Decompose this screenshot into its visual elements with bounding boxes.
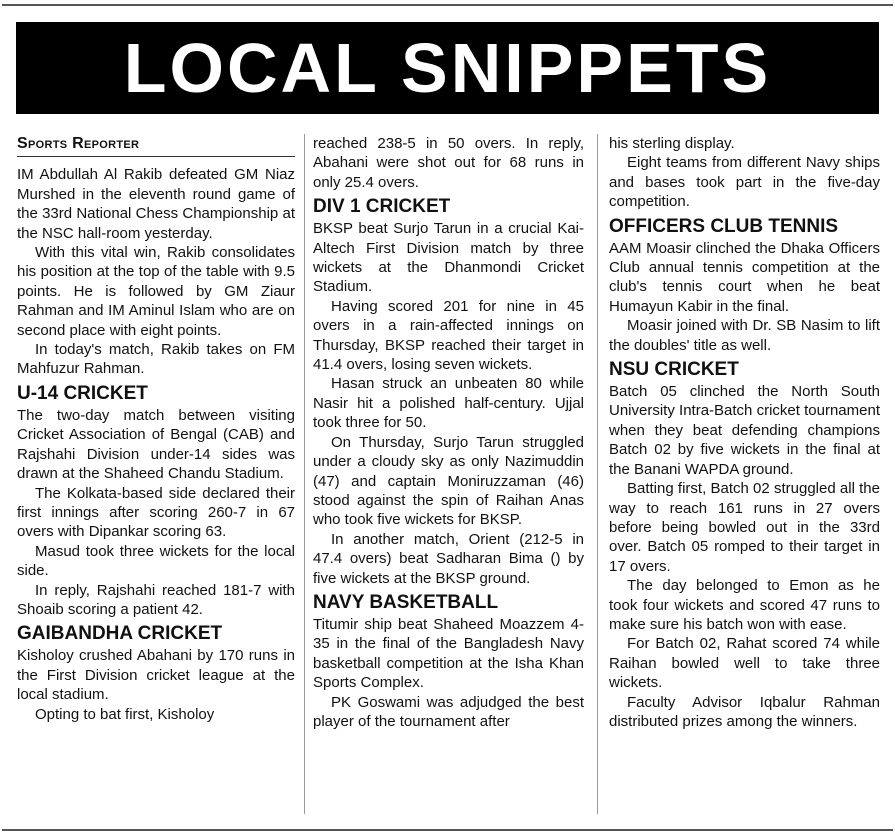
section-heading-officers-club-tennis: OFFICERS CLUB TENNIS [609, 215, 839, 237]
byline: Sports Reporter [17, 134, 295, 157]
paragraph: Titumir ship beat Shaheed Moazzem 4-35 in the final of the Bangladesh Navy basketball competition at the Isha Khan Sports Complex. [313, 615, 584, 692]
paragraph: In today's match, Rakib takes on FM Mahfuzur Rahman. [17, 341, 295, 378]
paragraph: BKSP beat Surjo Tarun in a crucial Kai-Altech First Division match by three wickets at the Dhanmondi Cricket Stadium. [313, 220, 584, 296]
section-heading-gaibandha-cricket: GAIBANDHA CRICKET [17, 623, 223, 645]
column-3 [609, 134, 880, 814]
paragraph: On Thursday, Surjo Tarun struggled under a cloudy sky as only Nazimuddin (47) and captain Moniruzzaman (46) stood against the spin of Raihan Anas who took five wickets for BKSP. [313, 433, 584, 529]
column-divider-1 [304, 134, 305, 814]
paragraph: The Kolkata-based side declared their first innings after scoring 260-7 in 67 overs with Dipankar scoring 63. [17, 484, 295, 541]
paragraph: Batch 05 clinched the North South University Intra-Batch cricket tournament when they beat defending champions Batch 02 by five wickets in the final at the Banani WAPDA ground. [609, 383, 880, 478]
paragraph: Kisholoy crushed Abahani by 170 runs in the First Division cricket league at the local stadium. [17, 647, 295, 704]
paragraph: The day belonged to Emon as he took four wickets and scored 47 runs to make sure his batch won with ease. [609, 577, 880, 633]
paragraph: PK Goswami was adjudged the best player of the tournament after [313, 693, 584, 730]
paragraph: Batting first, Batch 02 struggled all the way to reach 161 runs in 27 overs before being bowled out in the 33rd over. Batch 05 romped to their target in 17 overs. [609, 480, 880, 575]
section-heading-div1-cricket: DIV 1 CRICKET [313, 196, 451, 218]
column-1 [17, 134, 295, 814]
paragraph: Masud took three wickets for the local side. [17, 542, 295, 580]
paragraph: Faculty Advisor Iqbalur Rahman distributed prizes among the winners. [609, 693, 880, 730]
section-heading-nsu-cricket: NSU CRICKET [609, 359, 739, 381]
paragraph: In reply, Rajshahi reached 181-7 with Shoaib scoring a patient 42. [17, 581, 295, 618]
paragraph: With this vital win, Rakib consolidates his position at the top of the table with 9.5 points. He is followed by GM Ziaur Rahman and IM Aminul Islam who are on second place with eight points. [17, 244, 295, 339]
masthead-banner [16, 22, 879, 114]
paragraph: Moasir joined with Dr. SB Nasim to lift the doubles' title as well. [609, 317, 880, 354]
page-title: LOCAL SNIPPETS [123, 29, 772, 107]
paragraph: For Batch 02, Rahat scored 74 while Raihan bowled well to take three wickets. [609, 635, 880, 692]
paragraph: Hasan struck an unbeaten 80 while Nasir hit a polished half-century. Ujjal took three for 50. [313, 375, 584, 432]
paragraph: his sterling display. [609, 135, 735, 152]
column-divider-2 [597, 134, 598, 814]
section-heading-navy-basketball: NAVY BASKETBALL [313, 591, 499, 613]
section-heading-u14-cricket: U-14 CRICKET [17, 382, 148, 404]
paragraph: Opting to bat first, Kisholoy [35, 705, 215, 723]
paragraph: The two-day match between visiting Cricket Association of Bengal (CAB) and Rajshahi Division under-14 sides was drawn at the Shaheed Chandu Stadium. [17, 406, 295, 483]
top-rule [2, 4, 893, 6]
bottom-rule [2, 829, 893, 831]
column-2 [313, 134, 584, 814]
paragraph: Having scored 201 for nine in 45 overs in a rain-affected innings on Thursday, BKSP reached their target in 41.4 overs, losing seven wickets. [313, 297, 584, 374]
paragraph: reached 238-5 in 50 overs. In reply, Abahani were shot out for 68 runs in only 25.4 overs. [313, 135, 584, 191]
paragraph: IM Abdullah Al Rakib defeated GM Niaz Murshed in the eleventh round game of the 33rd National Chess Championship at the NSC hall-room yesterday. [17, 166, 295, 242]
paragraph: AAM Moasir clinched the Dhaka Officers Club annual tennis competition at the club's tennis court when he beat Humayun Kabir in the final. [609, 239, 880, 315]
paragraph: Eight teams from different Navy ships and bases took part in the five-day competition. [609, 154, 880, 211]
paragraph: In another match, Orient (212-5 in 47.4 overs) beat Sadharan Bima () by five wickets at the BKSP ground. [313, 530, 584, 587]
